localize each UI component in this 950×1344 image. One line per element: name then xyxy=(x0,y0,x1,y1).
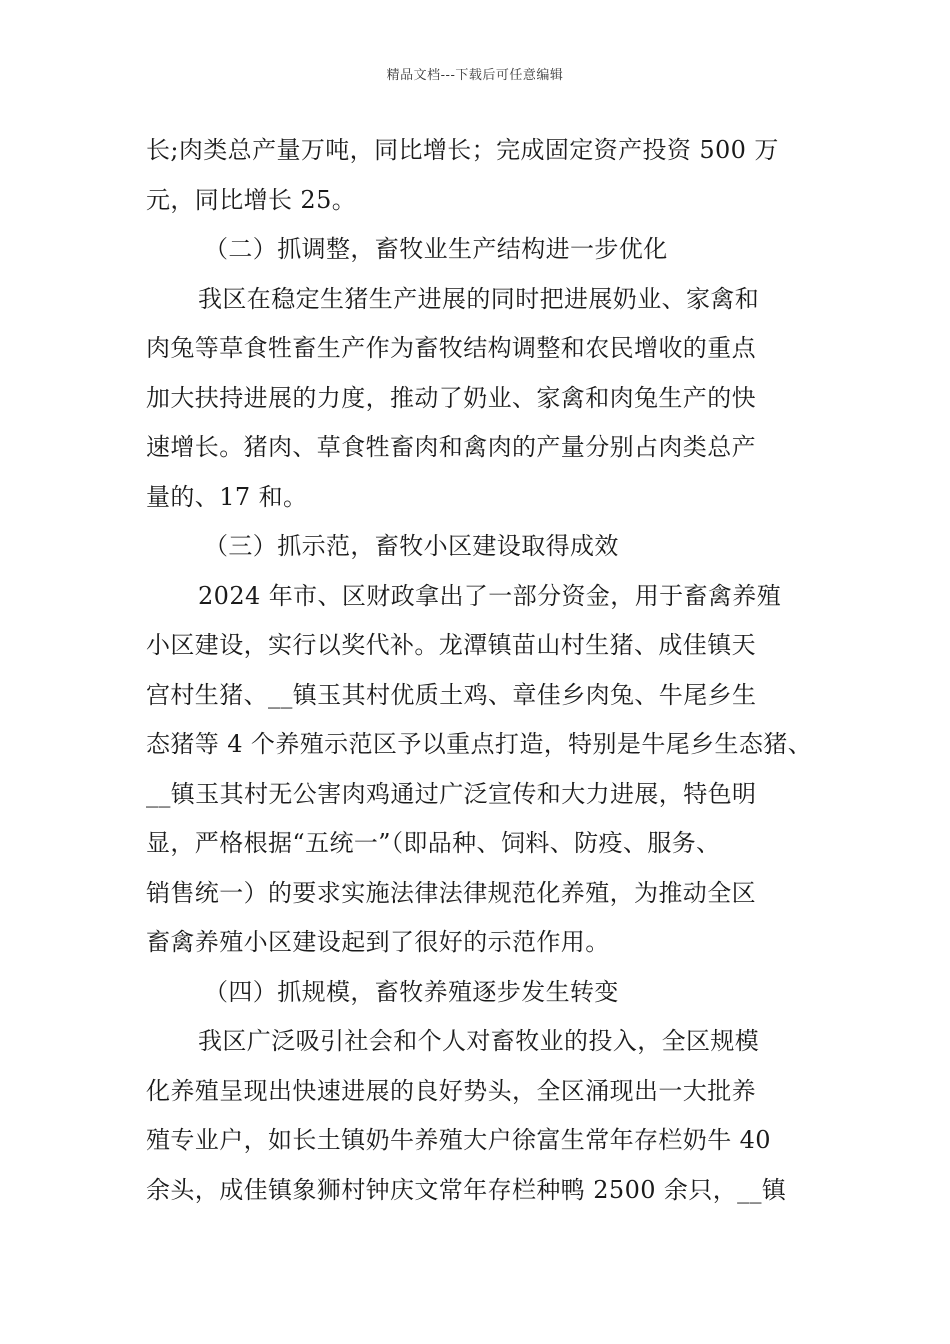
document-body xyxy=(146,126,816,1215)
paragraph-line: __镇玉其村无公害肉鸡通过广泛宣传和大力进展，特色明 xyxy=(146,779,757,808)
paragraph-line: 元，同比增长 25。 xyxy=(146,185,357,214)
paragraph-line: 态猪等 4 个养殖示范区予以重点打造，特别是牛尾乡生态猪、 xyxy=(146,730,813,758)
paragraph-line: 我区广泛吸引社会和个人对畜牧业的投入，全区规模 xyxy=(198,1027,760,1055)
paragraph-line: 2024 年市、区财政拿出了一部分资金，用于畜禽养殖 xyxy=(198,581,782,610)
paragraph-line: 销售统一）的要求实施法律法律规范化养殖，为推动全区 xyxy=(146,878,756,907)
paragraph-line: 余头，成佳镇象狮村钟庆文常年存栏种鸭 2500 余只，__镇 xyxy=(146,1175,787,1204)
paragraph-line: 长;肉类总产量万吨，同比增长；完成固定资产投资 500 万 xyxy=(146,136,779,164)
paragraph-line: 显，严格根据“五统一”（即品种、饲料、防疫、服务、 xyxy=(146,829,721,857)
paragraph-line: 速增长。猪肉、草食牲畜肉和禽肉的产量分别占肉类总产 xyxy=(146,433,756,461)
paragraph-line: 殖专业户，如长土镇奶牛养殖大户徐富生常年存栏奶牛 40 xyxy=(146,1126,771,1154)
paragraph-line: 量的、17 和。 xyxy=(146,482,308,511)
paragraph-line: 加大扶持进展的力度，推动了奶业、家禽和肉兔生产的快 xyxy=(146,383,756,412)
section-heading: （四）抓规模，畜牧养殖逐步发生转变 xyxy=(204,977,619,1006)
section-heading: （三）抓示范，畜牧小区建设取得成效 xyxy=(204,532,619,560)
paragraph-line: 化养殖呈现出快速进展的良好势头，全区涌现出一大批养 xyxy=(146,1076,756,1105)
paragraph-line: 畜禽养殖小区建设起到了很好的示范作用。 xyxy=(146,928,610,956)
paragraph-line: 小区建设，实行以奖代补。龙潭镇苗山村生猪、成佳镇天 xyxy=(146,631,756,659)
paragraph-line: 宫村生猪、__镇玉其村优质土鸡、章佳乡肉兔、牛尾乡生 xyxy=(146,680,757,709)
paragraph-line: 肉兔等草食牲畜生产作为畜牧结构调整和农民增收的重点 xyxy=(146,334,756,362)
page-header: 精品文档---下载后可任意编辑 xyxy=(386,68,564,83)
section-heading: （二）抓调整，畜牧业生产结构进一步优化 xyxy=(204,235,668,263)
paragraph-line: 我区在稳定生猪生产进展的同时把进展奶业、家禽和 xyxy=(198,284,760,313)
